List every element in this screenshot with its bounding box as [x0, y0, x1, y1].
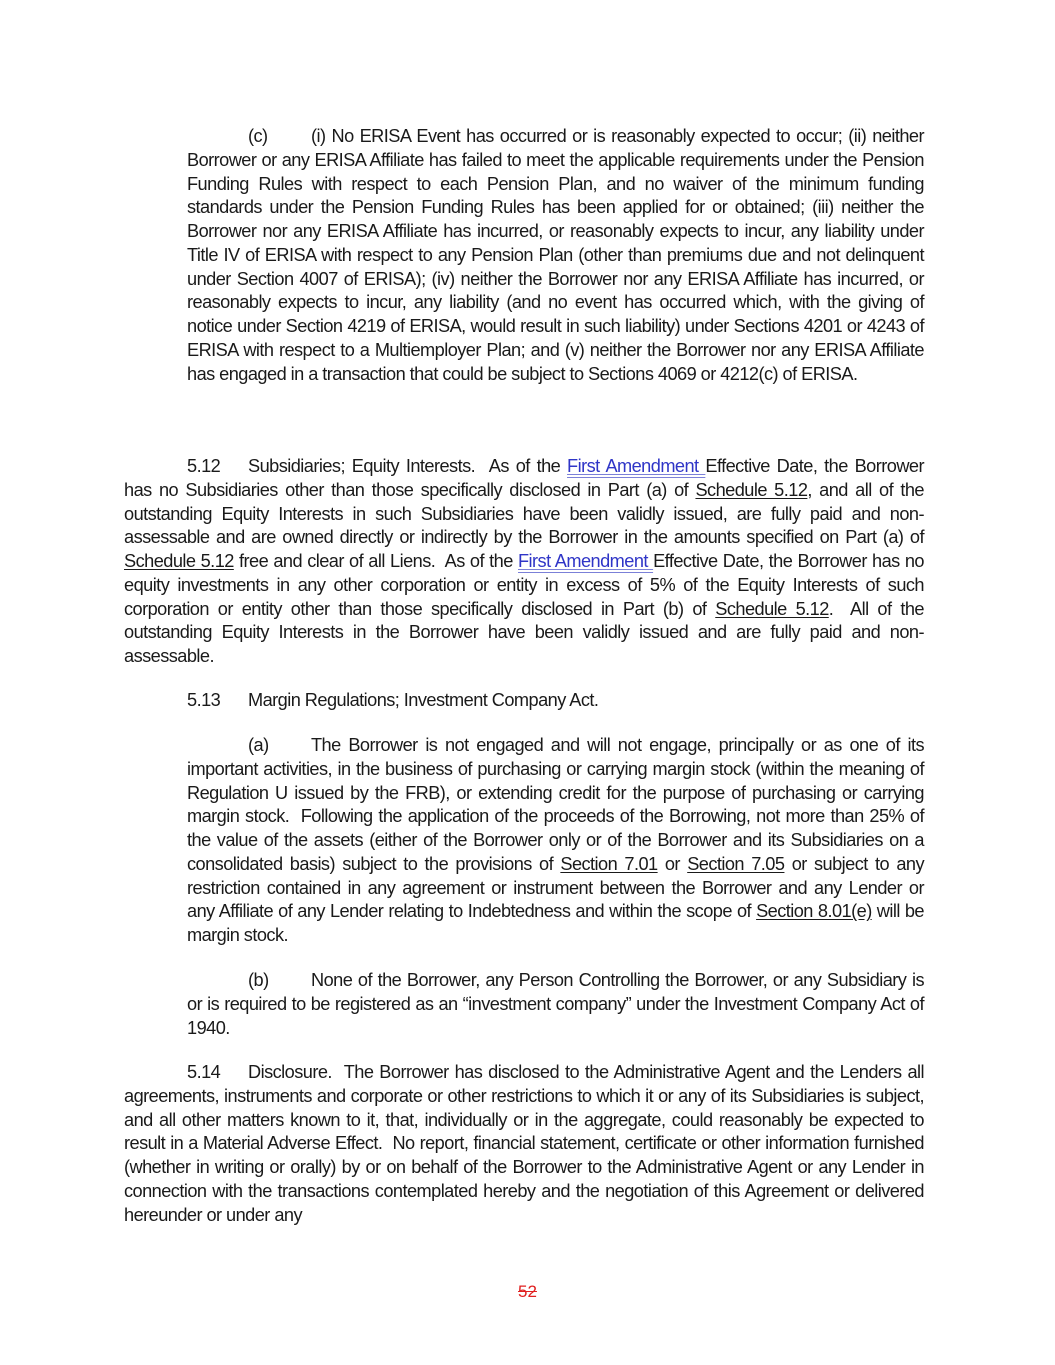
- body-text: Effective Date, the Borrower has no Subsidiaries other than those specifically disclosed in Part (a) of: [124, 456, 924, 500]
- clause-label: (b): [248, 970, 269, 990]
- section-5-12: [124, 455, 929, 669]
- body-text: The Borrower has disclosed to the Administrative Agent and the Lenders all agreements, instruments and corporate or other restrictions to which it or any of its Subsidiaries is subject, and all other matters known to it, that, individually or in the aggregate, could reasonably be expected to result in a Material Adverse Effect. No report, financial statement, certificate or other information furnished (whether in writing or orally) by or on behalf of the Borrower to the Administrative Agent or any Lender in connection with the transactions contemplated hereby and the negotiation of this Agreement or delivered hereunder or under any: [124, 1062, 929, 1225]
- section-reference-link[interactable]: Section 7.01: [560, 853, 658, 874]
- inserted-text-first-amendment[interactable]: First Amendment: [567, 456, 706, 476]
- section-number: 5.13: [187, 690, 221, 710]
- clause-label: (a): [248, 735, 269, 755]
- section-reference-link[interactable]: Section 8.01(e): [756, 901, 872, 922]
- body-text: will be margin stock.: [187, 901, 924, 945]
- schedule-reference-link[interactable]: Schedule 5.12: [715, 598, 829, 619]
- page-number-deleted: 52: [518, 1282, 537, 1301]
- clause-label: (c): [248, 126, 268, 146]
- body-text: free and clear of all Liens. As of the: [233, 551, 518, 571]
- clause-text: None of the Borrower, any Person Controlling the Borrower, or any Subsidiary is or is required to be registered as an “investment company” under the Investment Company Act of 1940.: [187, 970, 924, 1038]
- body-text: The Borrower is not engaged and will not engage, principally or as one of its important activities, in the business of purchasing or carrying margin stock (within the meaning of Regulation U issued by the FRB), or extending credit for the purpose of purchasing or carrying margin stock. Following the application of the proceeds of the Borrowing, not more than 25% of the value of the assets (either of the Borrower only or of the Borrower and its Subsidiaries on a consolidated basis) subject to the provisions of: [187, 735, 929, 874]
- schedule-reference-link[interactable]: Schedule 5.12: [124, 551, 234, 571]
- inserted-text-first-amendment[interactable]: First Amendment: [518, 551, 654, 571]
- section-heading: Subsidiaries; Equity Interests.: [248, 456, 476, 476]
- body-text: Effective Date, the Borrower has no equity investments in any other corporation or entity in excess of 5% of the Equity Interests of such corporation or entity other than those specifically disclosed in Part (b) of: [124, 551, 924, 619]
- body-text: , and all of the outstanding Equity Interests in such Subsidiaries have been validly issued, are fully paid and non-assessable and are owned directly or indirectly by the Borrower in the amounts specified on Part (a) of: [124, 479, 924, 548]
- section-5-13: [124, 689, 924, 713]
- section-heading: Disclosure.: [248, 1062, 332, 1082]
- body-text: or: [657, 853, 688, 874]
- clause-text: (i) No ERISA Event has occurred or is reasonably expected to occur; (ii) neither Borrower or any ERISA Affiliate has failed to meet the applicable requirements under the Pension Funding Rules with respect to each Pension Plan, and no waiver of the minimum funding standards under the Pension Funding Rules has been applied for or obtained; (iii) neither the Borrower nor any ERISA Affiliate has incurred, or reasonably expects to incur, any liability under Title IV of ERISA with respect to any Pension Plan (other than premiums due and not delinquent under Section 4007 of ERISA); (iv) neither the Borrower nor any ERISA Affiliate has incurred, or reasonably expects to incur, any liability (and no event has occurred which, with the giving of notice under Section 4219 of ERISA, would result in such liability) under Sections 4201 or 4243 of ERISA with respect to a Multiemployer Plan; and (v) neither the Borrower nor any ERISA Affiliate has engaged in a transaction that could be subject to Sections 4069 or 4212(c) of ERISA.: [187, 126, 924, 384]
- section-number: 5.12: [187, 456, 221, 476]
- paragraph-erisa-c: [187, 125, 924, 386]
- schedule-reference-link[interactable]: Schedule 5.12: [695, 479, 808, 500]
- body-text: As of the: [488, 456, 568, 476]
- section-reference-link[interactable]: Section 7.05: [687, 853, 785, 874]
- section-5-14: [124, 1061, 929, 1227]
- paragraph-5-13-a: [187, 734, 929, 948]
- paragraph-5-13-b: [187, 969, 924, 1040]
- body-text: or subject to any restriction contained in any agreement or instrument between the Borrower and any Lender or any Affiliate of any Lender relating to Indebtedness and within the scope of: [187, 853, 925, 922]
- section-number: 5.14: [187, 1062, 221, 1082]
- body-text: . All of the outstanding Equity Interests in the Borrower have been validly issued and are fully paid and non-assessable.: [124, 598, 929, 666]
- section-heading: Margin Regulations; Investment Company Act.: [248, 690, 599, 710]
